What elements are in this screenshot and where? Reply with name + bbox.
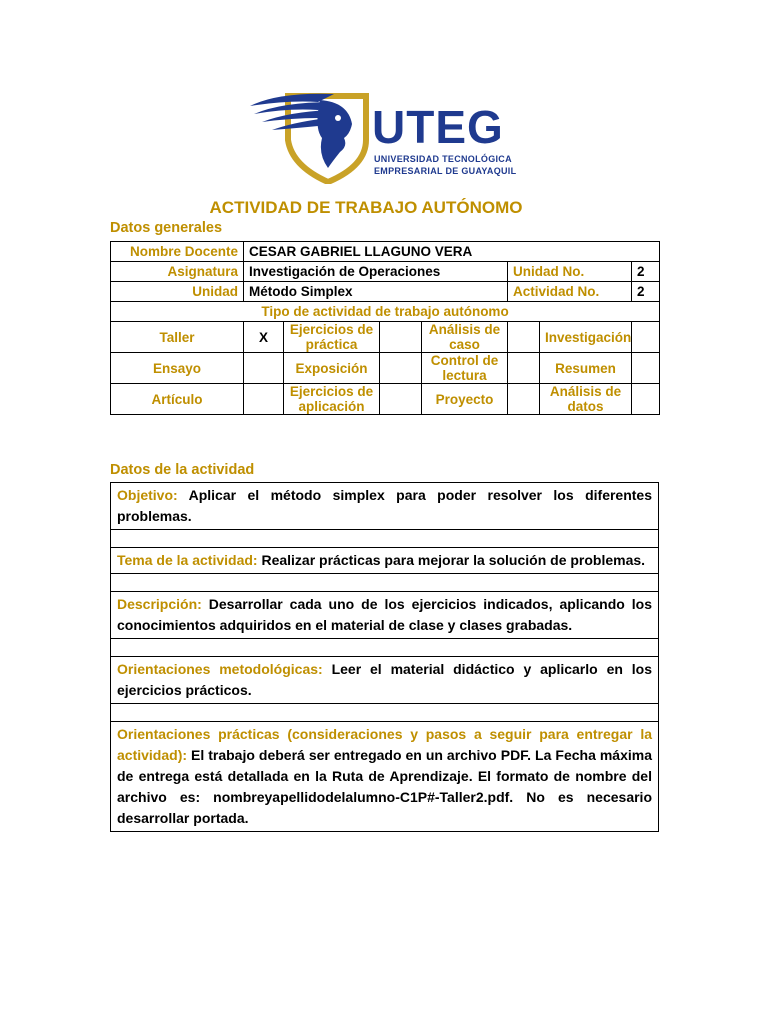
general-data-table [110, 241, 660, 415]
objetivo-label: Objetivo: [117, 487, 178, 503]
type-investigacion: Investigación [540, 322, 632, 353]
type-proyecto: Proyecto [422, 384, 508, 415]
asignatura-value: Investigación de Operaciones [244, 262, 508, 282]
document-title: ACTIVIDAD DE TRABAJO AUTÓNOMO [209, 198, 523, 217]
docente-label: Nombre Docente [111, 242, 244, 262]
table-row [111, 282, 660, 302]
table-row [111, 483, 659, 530]
logo-uteg-text: UTEG [372, 101, 504, 153]
tema-cell [111, 548, 659, 574]
table-row [111, 657, 659, 704]
descripcion-cell [111, 592, 659, 639]
descripcion-label: Descripción: [117, 596, 202, 612]
type-ejercicios-practica-mark [380, 322, 422, 353]
objetivo-cell [111, 483, 659, 530]
type-ejercicios-aplicacion-mark [380, 384, 422, 415]
actividad-no-value: 2 [632, 282, 660, 302]
orientaciones-practicas-label: Orientaciones prácticas (consideraciones y pasos a seguir para entregar la actividad): [117, 726, 652, 763]
unidad-no-value: 2 [632, 262, 660, 282]
type-control-lectura: Control de lectura [422, 353, 508, 384]
type-investigacion-mark [632, 322, 660, 353]
orientaciones-metodologicas-label: Orientaciones metodológicas: [117, 661, 323, 677]
tema-text: Realizar prácticas para mejorar la solución de problemas. [261, 552, 646, 568]
activity-data-table [110, 482, 659, 832]
type-analisis-datos-mark [632, 384, 660, 415]
table-row [111, 262, 660, 282]
orientaciones-practicas-text: El trabajo deberá ser entregado en un archivo PDF. La Fecha máxima de entrega está detallada en la Ruta de Aprendizaje. El formato de nombre del archivo es: nombreyapellidodelalumno-C1P#-Taller2.pdf. No es necesario desarrollar portada. [117, 747, 652, 826]
table-row [111, 242, 660, 262]
objetivo-text: Aplicar el método simplex para poder resolver los diferentes problemas. [117, 487, 652, 524]
tema-label: Tema de la actividad: [117, 552, 258, 568]
type-resumen: Resumen [540, 353, 632, 384]
orientaciones-practicas-cell [111, 722, 659, 832]
type-exposicion: Exposición [284, 353, 380, 384]
unidad-no-label: Unidad No. [508, 262, 632, 282]
asignatura-label: Asignatura [111, 262, 244, 282]
actividad-no-label: Actividad No. [508, 282, 632, 302]
type-analisis-caso: Análisis de caso [422, 322, 508, 353]
orientaciones-metodologicas-text: Leer el material didáctico y aplicarlo en los ejercicios prácticos. [117, 661, 653, 698]
table-row [111, 574, 659, 592]
table-row [111, 302, 660, 322]
logo-line-2: EMPRESARIAL DE GUAYAQUIL [374, 166, 517, 176]
unidad-value: Método Simplex [244, 282, 508, 302]
type-analisis-caso-mark [508, 322, 540, 353]
unidad-label: Unidad [111, 282, 244, 302]
table-row [111, 353, 660, 384]
type-analisis-datos: Análisis de datos [540, 384, 632, 415]
orientaciones-metodologicas-cell [111, 657, 659, 704]
type-ejercicios-aplicacion: Ejercicios de aplicación [284, 384, 380, 415]
type-exposicion-mark [380, 353, 422, 384]
table-row [111, 530, 659, 548]
uteg-logo [248, 88, 518, 184]
general-data-heading: Datos generales [110, 220, 223, 236]
activity-data-heading: Datos de la actividad [110, 462, 255, 478]
table-row [111, 639, 659, 657]
eagle-emblem-icon [248, 88, 370, 184]
type-ensayo-mark [244, 353, 284, 384]
activity-type-heading: Tipo de actividad de trabajo autónomo [111, 302, 660, 322]
type-control-lectura-mark [508, 353, 540, 384]
type-proyecto-mark [508, 384, 540, 415]
table-row [111, 548, 659, 574]
descripcion-text: Desarrollar cada uno de los ejercicios indicados, aplicando los conocimientos adquiridos en el material de clase y clases grabadas. [117, 596, 652, 633]
type-articulo: Artículo [111, 384, 244, 415]
type-resumen-mark [632, 353, 660, 384]
table-row [111, 592, 659, 639]
table-row [111, 384, 660, 415]
docente-value: CESAR GABRIEL LLAGUNO VERA [244, 242, 660, 262]
logo-line-1: UNIVERSIDAD TECNOLÓGICA [374, 154, 512, 164]
type-taller-mark: X [244, 322, 284, 353]
type-articulo-mark [244, 384, 284, 415]
type-taller: Taller [111, 322, 244, 353]
table-row [111, 704, 659, 722]
type-ensayo: Ensayo [111, 353, 244, 384]
table-row [111, 722, 659, 832]
table-row [111, 322, 660, 353]
type-ejercicios-practica: Ejercicios de práctica [284, 322, 380, 353]
